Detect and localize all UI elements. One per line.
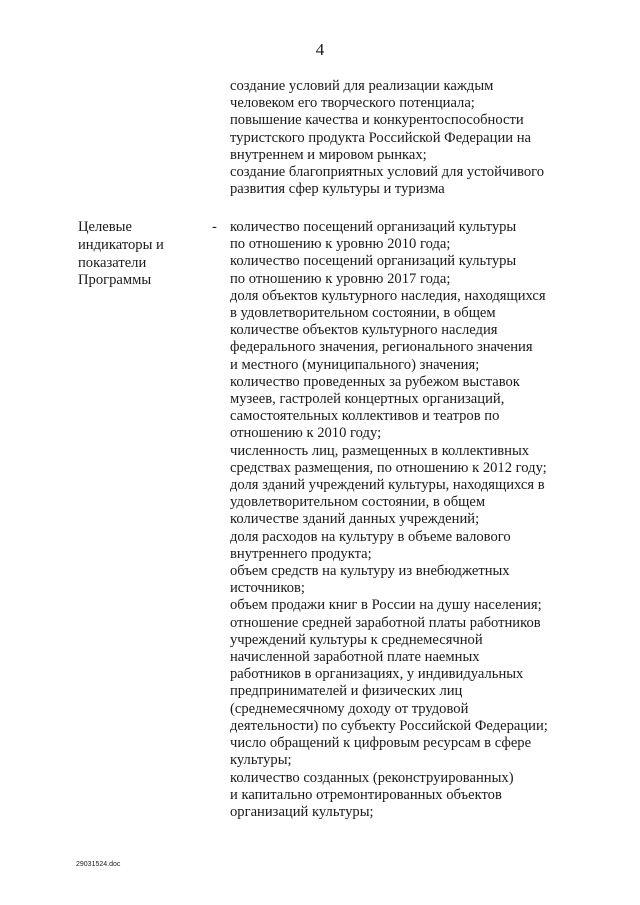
text-line: организаций культуры; bbox=[230, 803, 374, 820]
text-line: туристского продукта Российской Федерации на bbox=[230, 129, 532, 146]
text-line: объем продажи книг в России на душу населения; bbox=[230, 597, 542, 614]
text-line: объем средств на культуру из внебюджетных bbox=[230, 563, 510, 580]
text-line: число обращений к цифровым ресурсам в сфере bbox=[230, 735, 532, 752]
text-line: деятельности) по субъекту Российской Федерации; bbox=[230, 717, 548, 734]
text-line: человеком его творческого потенциала; bbox=[230, 95, 475, 112]
text-line: (среднемесячному доходу от трудовой bbox=[230, 700, 469, 717]
text-line: учреждений культуры к среднемесячной bbox=[230, 631, 483, 648]
text-line: количество посещений организаций культуры bbox=[230, 219, 517, 235]
text-line: повышение качества и конкурентоспособности bbox=[230, 112, 524, 129]
text-line: работников в организациях, у индивидуальных bbox=[230, 666, 524, 683]
text-line: количество проведенных за рубежом выставок bbox=[230, 373, 520, 390]
text-line: федерального значения, регионального значения bbox=[230, 339, 533, 356]
indicators-list bbox=[230, 219, 610, 821]
text-line: отношению к 2010 году; bbox=[230, 425, 382, 442]
text-line: отношение средней заработной платы работников bbox=[230, 614, 541, 631]
page-number: 4 bbox=[315, 40, 325, 59]
section-label bbox=[78, 219, 198, 290]
text-line: и капитально отремонтированных объектов bbox=[230, 786, 502, 803]
text-line: количество посещений организаций культуры bbox=[230, 253, 517, 270]
text-line: доля зданий учреждений культуры, находящихся в bbox=[230, 477, 545, 494]
section-dash: - bbox=[212, 219, 217, 235]
footer-filename: 29031524.doc bbox=[76, 861, 121, 868]
text-line: музеев, гастролей концертных организаций, bbox=[230, 391, 505, 408]
text-line: внутреннего продукта; bbox=[230, 545, 372, 562]
text-line: предпринимателей и физических лиц bbox=[230, 683, 463, 700]
text-line: источников; bbox=[230, 580, 305, 597]
text-line: средствах размещения, по отношению к 2012 году; bbox=[230, 459, 547, 476]
label-line: Программы bbox=[78, 272, 152, 289]
text-line: культуры; bbox=[230, 752, 292, 769]
text-line: удовлетворительном состоянии, в общем bbox=[230, 494, 486, 511]
intro-text bbox=[230, 78, 590, 198]
text-line: количестве зданий данных учреждений; bbox=[230, 511, 480, 528]
text-line: создание условий для реализации каждым bbox=[230, 78, 494, 94]
text-line: начисленной заработной плате наемных bbox=[230, 649, 480, 666]
text-line: по отношению к уровню 2010 года; bbox=[230, 236, 451, 253]
label-line: показатели bbox=[78, 254, 147, 271]
text-line: по отношению к уровню 2017 года; bbox=[230, 270, 451, 287]
label-line: Целевые bbox=[78, 219, 132, 235]
text-line: самостоятельных коллективов и театров по bbox=[230, 408, 500, 425]
text-line: доля объектов культурного наследия, находящихся bbox=[230, 287, 546, 304]
text-line: развития сфер культуры и туризма bbox=[230, 181, 445, 198]
text-line: создание благоприятных условий для устойчивого bbox=[230, 164, 545, 181]
text-line: доля расходов на культуру в объеме валового bbox=[230, 528, 511, 545]
text-line: количестве объектов культурного наследия bbox=[230, 322, 498, 339]
text-line: внутреннем и мировом рынках; bbox=[230, 146, 427, 163]
text-line: численность лиц, размещенных в коллективных bbox=[230, 442, 530, 459]
text-line: и местного (муниципального) значения; bbox=[230, 356, 480, 373]
label-line: индикаторы и bbox=[78, 236, 164, 253]
text-line: в удовлетворительном состоянии, в общем bbox=[230, 305, 496, 322]
text-line: количество созданных (реконструированных) bbox=[230, 769, 514, 786]
